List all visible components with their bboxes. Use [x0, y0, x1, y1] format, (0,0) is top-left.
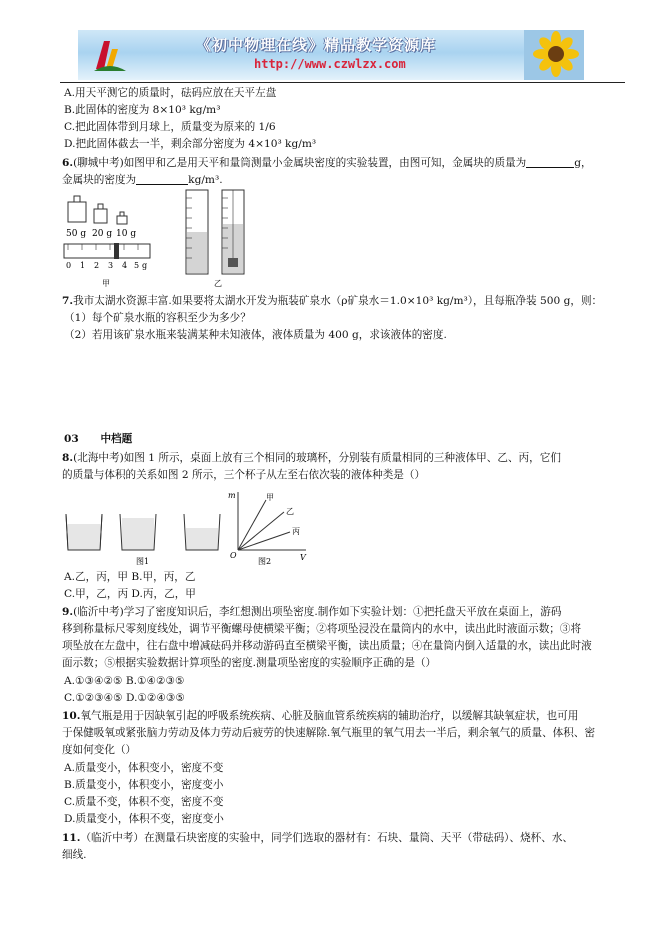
q8-options-ab: A.乙，丙，甲 B.甲，丙，乙	[64, 571, 196, 583]
scale-tick-unit: g	[142, 261, 148, 270]
q6-line1	[62, 156, 592, 170]
weight-10g	[117, 212, 127, 224]
q10-line3: 度如何变化（）	[62, 744, 137, 756]
weight-label-20g: 20 g	[92, 229, 113, 239]
glass-cup-middle	[120, 514, 156, 550]
q8-line1	[62, 451, 561, 465]
sunflower-image	[524, 30, 584, 80]
q8-number: 8.	[62, 452, 74, 464]
q5-option-d: D.把此固体截去一半，剩余部分密度为 4×10³ kg/m³	[64, 138, 317, 150]
q10-text1: 氧气瓶是用于因缺氧引起的呼吸系统疾病、心脏及脑血管系统疾病的辅助治疗，以缓解其缺氧症状，也可用	[80, 710, 579, 722]
q5-option-a: A.用天平测它的质量时，砝码应放在天平左盘	[64, 87, 277, 99]
axis-m-label: m	[228, 491, 236, 500]
q6-density-blank	[136, 174, 188, 185]
q6-number: 6.	[62, 157, 74, 169]
rider	[114, 243, 119, 259]
weight-label-50g: 50 g	[66, 229, 87, 239]
q5-option-c: C.把此固体带到月球上，质量变为原来的 1/6	[64, 121, 276, 133]
line-bing	[238, 532, 290, 550]
label-jia: 甲	[102, 279, 110, 288]
header-rule	[60, 82, 625, 83]
line-jia	[238, 500, 266, 550]
banner-title: 《初中物理在线》精品教学资源库	[196, 36, 437, 54]
q10-option-c: C.质量不变，体积不变，密度不变	[64, 796, 224, 808]
banner-url[interactable]: http://www.czwlzx.com	[254, 57, 406, 71]
scale-tick-5: 5	[134, 261, 140, 270]
q10-line1	[62, 709, 578, 723]
q9-line1	[62, 605, 561, 619]
q10-line2: 于保健吸氧或紧张脑力劳动及体力劳动后疲劳的快速解除.氧气瓶里的氧气用去一半后，剩余氧气的质量、体积、密	[62, 727, 596, 739]
section-title: 中档题	[100, 433, 133, 445]
q7-line	[62, 294, 602, 308]
scale-tick-3: 3	[108, 261, 114, 270]
scale-tick-4: 4	[122, 261, 128, 270]
q6-unit1: g，	[574, 157, 592, 169]
weight-50g	[68, 196, 86, 222]
axis-v-label: V	[300, 553, 306, 562]
glass-cup-left	[66, 514, 102, 550]
scale-tick-1: 1	[80, 261, 86, 270]
q9-line3: 项坠放在左盘中，往右盘中增减砝码并移动游码直至横梁平衡，读出质量；④在量筒内倒入适量的水，读出此时液	[62, 640, 592, 652]
weight-label-10g: 10 g	[116, 229, 137, 239]
metal-block	[228, 258, 238, 267]
q8-line2: 的质量与体积的关系如图 2 所示，三个杯子从左至右依次装的液体种类是（）	[62, 469, 426, 481]
q6-line2	[62, 173, 223, 187]
header-banner	[78, 30, 584, 80]
q6-unit2: kg/m³.	[188, 174, 223, 186]
site-logo	[90, 35, 130, 75]
q6-mass-blank	[526, 157, 574, 168]
q5-option-b: B.此固体的密度为 8×10³ kg/m³	[64, 104, 221, 116]
glass-cup-right	[184, 514, 220, 550]
q9-text1: (临沂中考)学习了密度知识后，李红想测出项坠密度.制作如下实验计划：①把托盘天平放在桌面上，游码	[73, 606, 562, 618]
q9-line4: 面示数；⑤根据实验数据计算项坠的密度.测量项坠密度的实验顺序正确的是（）	[62, 657, 437, 669]
q9-line2: 移到称量标尺零刻度线处，调节平衡螺母使横梁平衡；②将项坠浸没在量筒内的水中，读出此时液面示数；③将	[62, 623, 582, 635]
q7-number: 7.	[62, 295, 74, 307]
q9-number: 9.	[62, 606, 74, 618]
q7-sub2: （2）若用该矿泉水瓶来装满某种未知液体，液体质量为 400 g，求该液体的密度.	[64, 329, 447, 341]
mass-volume-graph	[228, 491, 307, 562]
label-yi: 乙	[214, 279, 222, 288]
q6-figure	[62, 188, 282, 290]
cylinder-with-block	[222, 190, 244, 274]
origin-label: O	[230, 551, 237, 560]
section-number: 03	[64, 433, 79, 445]
q7-sub1: （1）每个矿泉水瓶的容积至少为多少？	[64, 312, 251, 324]
q10-option-d: D.质量变小，体积不变，密度变小	[64, 813, 224, 825]
q11-line2: 细线.	[62, 849, 87, 861]
weight-20g	[94, 204, 107, 223]
q11-line1	[62, 831, 573, 845]
q11-text1: （临沂中考）在测量石块密度的实验中，同学们选取的器材有：石块、量筒、天平（带砝码）、烧杯、水、	[80, 832, 574, 844]
fig1-caption: 图1	[136, 557, 150, 566]
line-label-yi: 乙	[286, 507, 294, 516]
q8-figures	[62, 488, 322, 568]
q10-number: 10.	[62, 710, 81, 722]
q7-text: 我市太湖水资源丰富.如果要将太湖水开发为瓶装矿泉水（ρ矿泉水＝1.0×10³ kg/m³），且每瓶净装 500 g，则：	[73, 295, 603, 307]
q10-option-b: B.质量变小，体积变小，密度变小	[64, 779, 224, 791]
scale-tick-0: 0	[66, 261, 72, 270]
q9-options-ab: A.①③④②⑤ B.①④②③⑤	[64, 675, 185, 687]
line-yi	[238, 512, 284, 550]
q6-text2: 金属块的密度为	[62, 174, 137, 186]
q11-number: 11.	[62, 832, 81, 844]
q8-options-cd: C.甲，乙，丙 D.丙，乙，甲	[64, 588, 196, 600]
fig2-caption: 图2	[258, 557, 272, 566]
line-label-bing: 丙	[292, 527, 300, 536]
line-label-jia: 甲	[266, 493, 274, 502]
scale-tick-2: 2	[94, 261, 100, 270]
q6-text1: (聊城中考)如图甲和乙是用天平和量筒测量小金属块密度的实验装置，由图可知，金属块的质量为	[73, 157, 527, 169]
section-header	[64, 432, 132, 446]
q10-option-a: A.质量变小，体积变小，密度不变	[64, 762, 224, 774]
q9-options-cd: C.①②③④⑤ D.①②④③⑤	[64, 692, 185, 704]
cylinder-with-water	[186, 190, 208, 274]
balance-scale-ruler	[64, 243, 150, 270]
q8-text1: (北海中考)如图 1 所示，桌面上放有三个相同的玻璃杯，分别装有质量相同的三种液体甲、乙、丙，它们	[73, 452, 561, 464]
